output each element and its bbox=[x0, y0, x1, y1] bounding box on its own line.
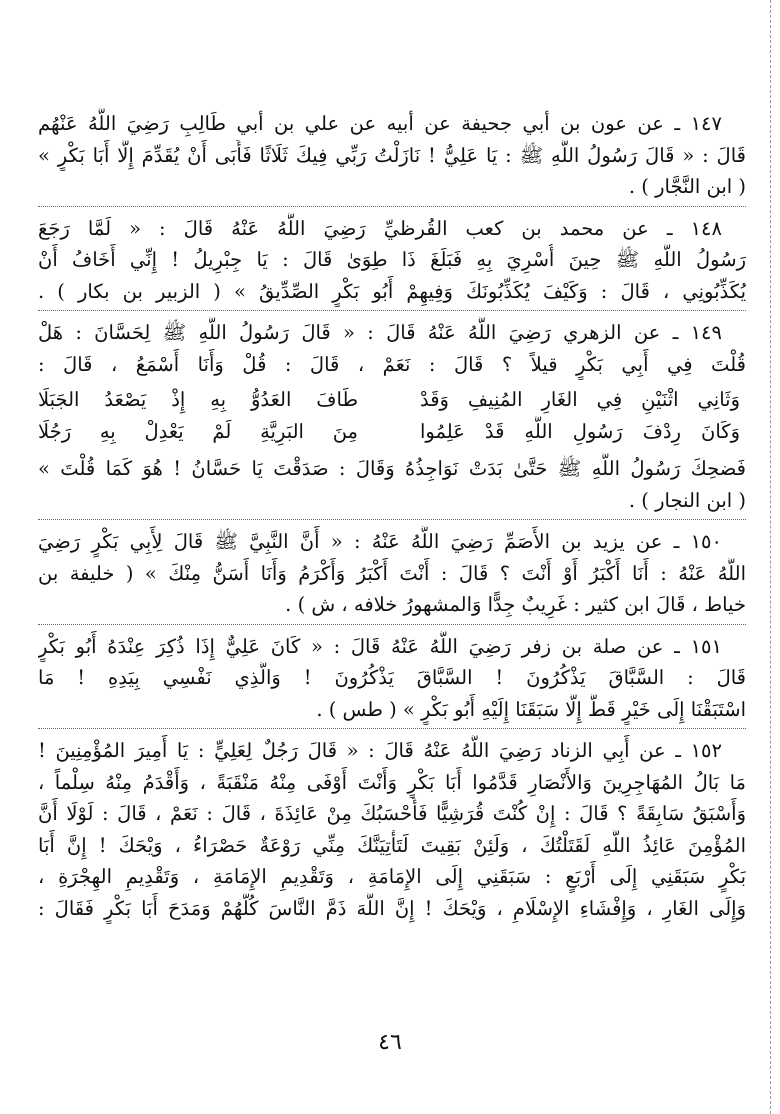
hadith-151 bbox=[38, 631, 746, 726]
divider bbox=[38, 206, 746, 213]
text-line: ١٤٧ ـ عن عون بن أبي جحيفة عن أبيه عن علي بن أبي طَالِبِ رَضِيَ اللَّهُ عَنْهُم bbox=[38, 112, 722, 135]
text-line: قَالَ : « قَالَ رَسُولُ اللَّهِ ﷺ : يَا عَلِيُّ ! نَازَلْتُ رَبِّي فِيكَ ثَلَاثًا فَأَبَى أَنْ يُقَدِّمَ إِلَّا أَبَا بَكْرٍ » bbox=[38, 143, 746, 167]
text-line: ١٥٢ ـ عن أَبِي الزناد رَضِيَ اللَّهُ عَنْهُ قَالَ : « قَالَ رَجُلٌ لِعَلِيٍّ : يَا أَمِيرَ المُؤْمِنِينَ ! bbox=[38, 739, 722, 762]
poem-hemistich-right: وَكَانَ رِدْفَ رَسُولِ اللَّهِ قَدْ عَلِمُوا bbox=[420, 419, 740, 443]
hadith-147 bbox=[38, 108, 746, 203]
hadith-152 bbox=[38, 735, 746, 924]
hadith-148 bbox=[38, 213, 746, 308]
text-line: بَكْرٍ سَبَقَنِي إِلَى أَرْبَعٍ : سَبَقَنِي إِلَى الإِمَامَةِ ، وَتَقْدِيمِ الإِمَامَةِ ، وَتَقْدِيمِ الهِجْرَةِ ، bbox=[38, 865, 746, 888]
text-line: ١٥٠ ـ عن يزيد بن الأَصَمِّ رَضِيَ اللَّهُ عَنْهُ : « أَنَّ النَّبِيَّ ﷺ قَالَ لِأَبِي بَكْرٍ رَضِيَ bbox=[38, 530, 722, 553]
text-line: ١٤٩ ـ عن الزهري رَضِيَ اللَّهُ عَنْهُ قَالَ : « قَالَ رَسُولُ اللَّهِ ﷺ لِحَسَّانَ : هَلْ bbox=[38, 321, 722, 344]
page-edge-rule bbox=[770, 0, 772, 1114]
poem-hemistich-left: طَافَ العَدُوُّ بِهِ إِذْ يَصْعَدُ الجَبَلَا bbox=[38, 388, 358, 411]
text-line: وَإِلَى الغَارِ ، وَإِفْشَاءِ الإِسْلَامِ ، وَيْحَكَ ! إِنَّ اللَّهَ ذَمَّ النَّاسَ كُلَّهُمْ وَمَدَحَ أَبَا بَكْرٍ فَقَالَ : bbox=[38, 896, 746, 920]
hadith-149 bbox=[38, 317, 746, 516]
text-line: اسْتَبَقْنَا إِلَى خَيْرٍ قَطُّ إِلَّا سَبَقَنَا إِلَيْهِ أَبُو بَكْرٍ » ( طس ) . bbox=[316, 697, 746, 721]
text-line: ١٤٨ ـ عن محمد بن كعب القُرظيِّ رَضِيَ اللَّهُ عَنْهُ قَالَ : « لَمَّا رَجَعَ bbox=[38, 216, 722, 240]
poem-hemistich-left: مِنَ البَرِيَّةِ لَمْ يَعْدِلْ بِهِ رَجُلَا bbox=[38, 419, 358, 443]
text-line: يُكَذِّبُونِي ، قَالَ : وَكَيْفَ يُكَذِّبُونَكَ وَفِيهِمْ أَبُو بَكْرٍ الصِّدِّيقُ » ( الزبير بن بكار ) . bbox=[38, 279, 746, 303]
text-line: قُلْتَ فِي أَبِي بَكْرٍ قيلاً ؟ قَالَ : نَعَمْ ، قَالَ : قُلْ وَأَنَا أَسْمَعُ ، قَالَ : bbox=[38, 352, 746, 376]
poem bbox=[38, 384, 746, 447]
poem-verse bbox=[38, 416, 746, 448]
text-line: فَضحِكَ رَسُولُ اللَّهِ ﷺ حَتَّىٰ بَدَتْ نَوَاجِذُهُ وَقَالَ : صَدَقْتَ يَا حَسَّانُ ! هُوَ كَمَا قُلْتَ » bbox=[38, 457, 746, 480]
text-line: ( ابن النجار ) . bbox=[628, 488, 746, 512]
divider bbox=[38, 519, 746, 526]
page-number: ٤٦ bbox=[378, 1030, 402, 1055]
text-line: المُؤْمِنَ عَائِذُ اللَّهِ لَقَتَلْتُكَ ، وَلَئِنْ بَقِيتَ لَتَأْتِيَنَّكَ مِنِّي رَوْعَةٌ حَصْرَاءُ ، وَيْحَكَ ! إِنَّ أَبَا bbox=[38, 833, 746, 857]
divider bbox=[38, 310, 746, 317]
poem-verse bbox=[38, 384, 746, 416]
text-line: خياط ، قَالَ ابن كثير : غَرِيبٌ جِدًّا وَالمشهورُ خلافه ، ش ) . bbox=[285, 593, 746, 616]
hadith-150 bbox=[38, 526, 746, 621]
text-line: ١٥١ ـ عن صلة بن زفر رَضِيَ اللَّهُ عَنْهُ قَالَ : « كَانَ عَلِيٌّ إِذَا ذُكِرَ عِنْدَهُ أَبُو بَكْرٍ bbox=[38, 634, 722, 658]
text-line: وَأَسْبَقُ سَابِقَةً ؟ قَالَ : إِنْ كُنْتَ قُرَشِيًّا فَأَحْسَبُكَ مِنْ عَائِذَةَ ، قَالَ : نَعَمْ ، قَالَ : لَوْلَا أَنَّ bbox=[38, 802, 746, 825]
text-line: اللَّهُ عَنْهُ : أَنَا أَكْبَرُ أَوْ أَنْتَ ؟ قَالَ : أَنْتَ أَكْبَرُ وَأَكْرَمُ وَأَنَا أَسَنُّ مِنْكَ » ( خليفة بن bbox=[38, 561, 746, 585]
text-line: مَا بَالُ المُهَاجِرِينَ وَالأَنْصَارِ قَدَّمُوا أَبَا بَكْرٍ وَأَنْتَ أَوْفَى مِنْهُ مَنْقَبَةً ، وَأَقْدَمُ مِنْهُ سِلْماً ، bbox=[38, 770, 746, 794]
divider bbox=[38, 624, 746, 631]
text-line: رَسُولُ اللَّهِ ﷺ حِينَ أُسْرِيَ بِهِ فَبَلَغَ ذَا طِوَىٰ قَالَ : يَا جِبْرِيلُ ! إِنِّي أَخَافُ أَنْ bbox=[38, 248, 746, 271]
page-text bbox=[38, 108, 746, 924]
text-line: قَالَ : السَّبَّاقَ يَذْكُرُونَ ! السَّبَّاقَ يَذْكُرُونَ ! وَالَّذِي نَفْسِي بِيَدِهِ ! مَا bbox=[38, 666, 746, 689]
poem-hemistich-right: وَثَانِي اثْنَيْنِ فِي الغَارِ المُنِيفِ وَقَدْ bbox=[420, 388, 740, 411]
text-line: ( ابن النَّجَّار ) . bbox=[628, 175, 746, 198]
divider bbox=[38, 728, 746, 735]
